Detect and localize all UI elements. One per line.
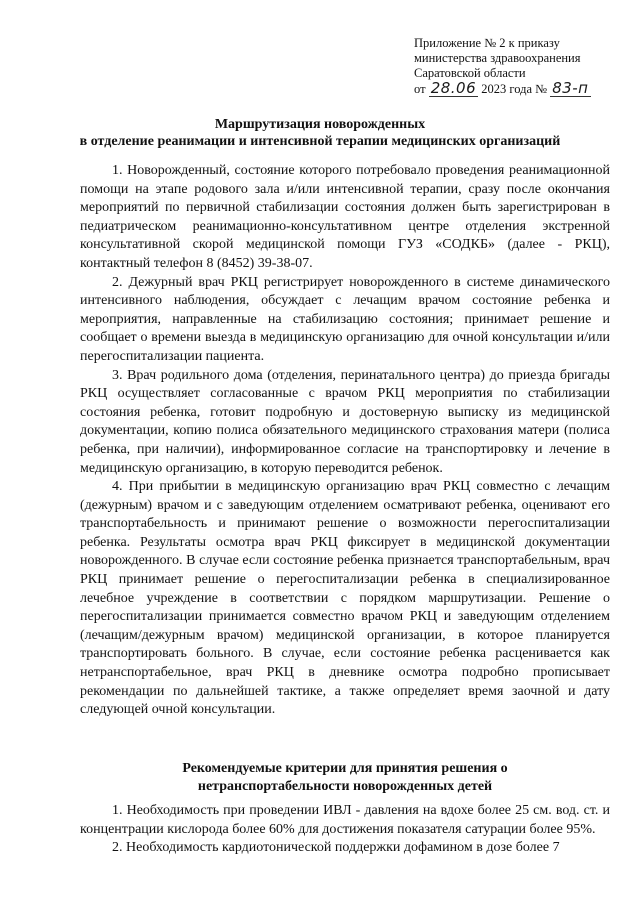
header-line-2: министерства здравоохранения: [414, 51, 581, 65]
paragraph-3: 3. Врач родильного дома (отделения, перинатального центра) до приезда бригады РКЦ осуществляет согласованные с врачом РКЦ мероприятия по стабилизации состояния ребенка, готовит подробную и достоверную выписку из медицинской документации, копию полиса обязательного медицинского страхования матери (полиса ребенка, при наличии), информированное согласие на транспортировку и лечение в медицинскую организацию, в которую переводится ребенок.: [80, 367, 610, 476]
main-paragraphs: [80, 162, 610, 720]
date-prefix: от: [414, 82, 426, 96]
appendix-header: [414, 36, 624, 97]
handwritten-date: 28.06: [430, 79, 477, 97]
title-line-1: Маршрутизация новорожденных: [214, 117, 426, 132]
criteria-title: [80, 760, 610, 796]
criteria-item-1: 1. Необходимость при проведении ИВЛ - давления на вдохе более 25 см. вод. ст. и концентрации кислорода более 60% для достижения показателя сатурации более 95%.: [80, 803, 610, 837]
paragraph-4: 4. При прибытии в медицинскую организацию врач РКЦ совместно с лечащим (дежурным) врачом и с заведующим отделением осматривают ребенка, оценивают его транспортабельность и принимают решение о возможности перегоспитализации ребенка. Результаты осмотра врач РКЦ фиксирует в медицинской документации новорожденного. В случае если состояние ребенка признается транспортабельным, врач РКЦ принимает решение о перегоспитализации ребенка в специализированное лечебное учреждение в соответствии с порядком маршрутизации. Решение о перегоспитализации принимается совместно врачом РКЦ и заведующим отделением (лечащим/дежурным врачом) медицинской организации, в которое планируется транспортировать больного. В случае, если состояние ребенка расценивается как нетранспортабельное, врач РКЦ в дневнике осмотра подробно прописывает рекомендации по дальнейшей тактике, а также определяет время заочной и дату следующей очной консультации.: [80, 479, 610, 718]
criteria-title-line-2: нетранспортабельности новорожденных детей: [197, 779, 493, 794]
header-date-line: [414, 81, 624, 97]
paragraph-1: 1. Новорожденный, состояние которого потребовало проведения реанимационной помощи на этапе родового зала и/или интенсивной терапии, сразу после окончания мероприятий по первичной стабилизации состояния должен быть зарегистрирован в педиатрическом реанимационно-консультативном центре отделения экстренной консультативной скорой медицинской помощи ГУЗ «СОДКБ» (далее - РКЦ), контактный телефон 8 (8452) 39-38-07.: [80, 163, 610, 271]
handwritten-order-number: 83-п: [552, 79, 589, 97]
criteria-title-line-1: Рекомендуемые критерии для принятия решения о: [182, 761, 508, 776]
paragraph-2: 2. Дежурный врач РКЦ регистрирует новорожденного в системе динамического интенсивного наблюдения, обсуждает с лечащим врачом состояние ребенка и мероприятия, направленные на стабилизацию состояния; принимает решение и сообщает о времени выезда в медицинскую организацию для очной консультации и/или перегоспитализации пациента.: [80, 274, 610, 364]
header-line-3: Саратовской области: [414, 66, 526, 80]
document-title: [60, 116, 580, 150]
criteria-list: [80, 802, 610, 858]
header-line-1: Приложение № 2 к приказу: [414, 36, 560, 50]
criteria-item-2: 2. Необходимость кардиотонической поддержки дофамином в дозе более 7: [112, 840, 560, 856]
year-text: 2023 года №: [481, 82, 548, 96]
title-line-2: в отделение реанимации и интенсивной терапии медицинских организаций: [79, 134, 561, 149]
